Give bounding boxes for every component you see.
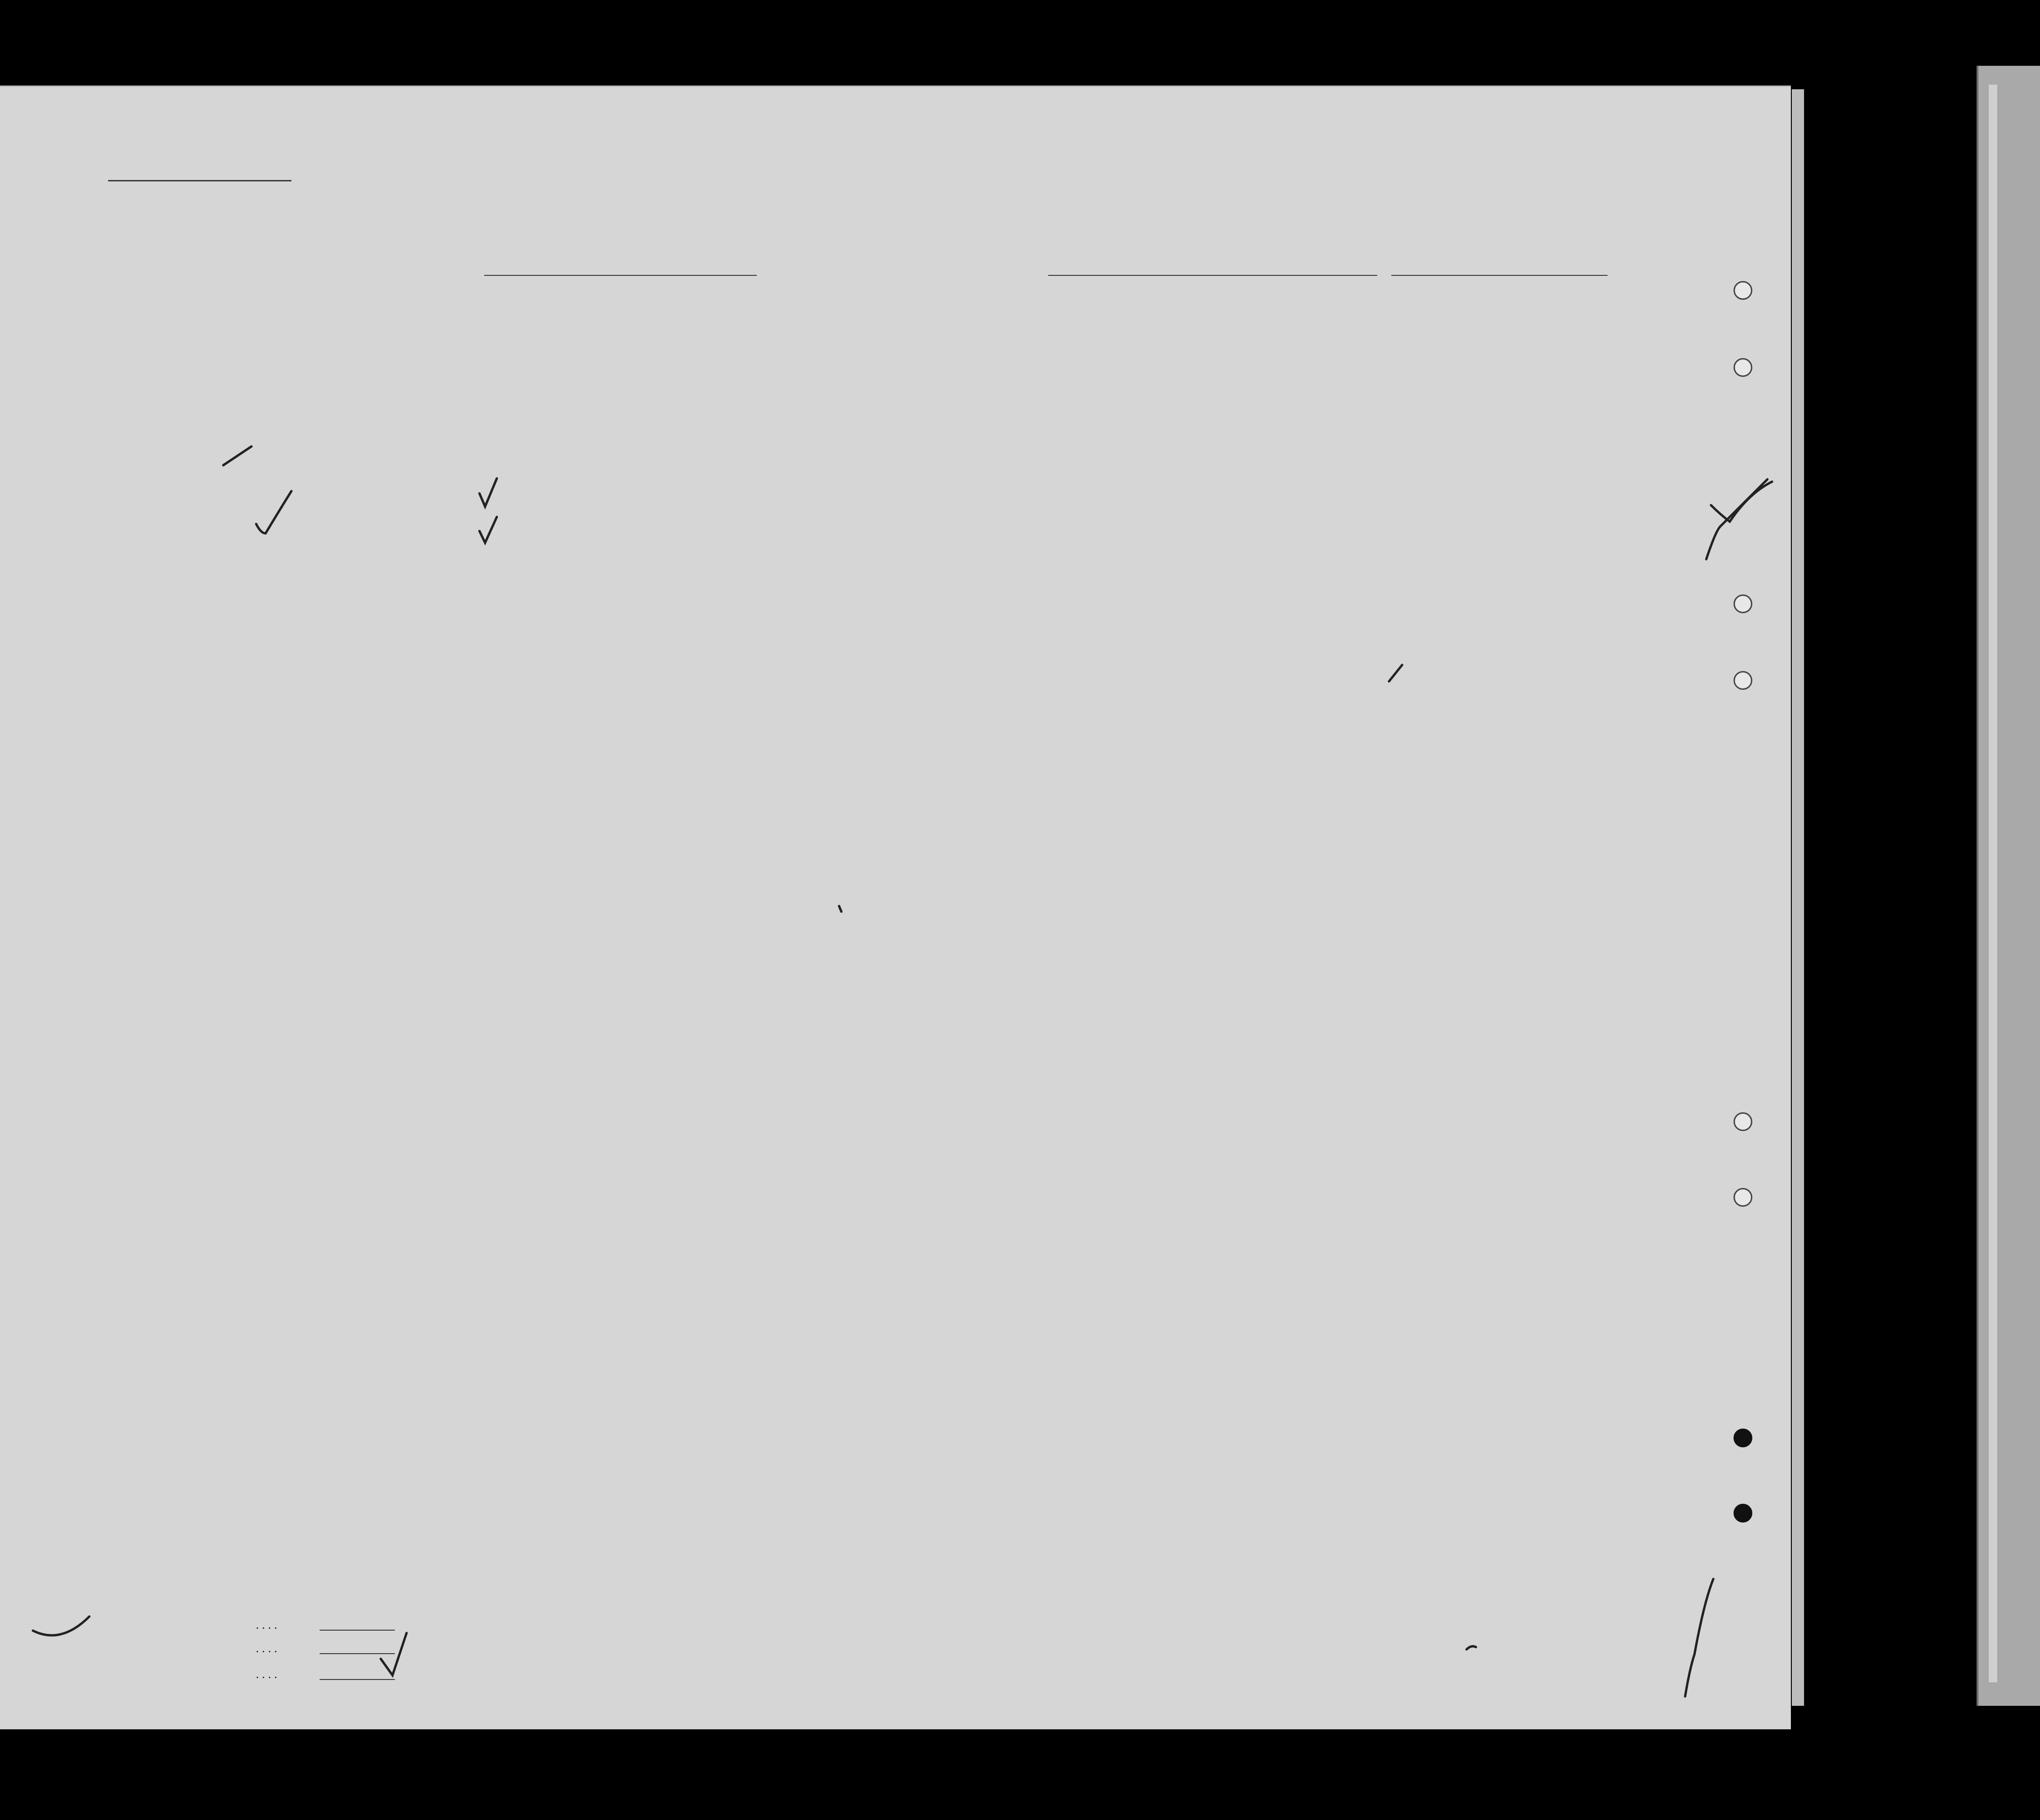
- total-line: [320, 1630, 395, 1631]
- dots: ....: [256, 1645, 281, 1654]
- punch-hole: [1734, 1429, 1752, 1447]
- check-mark: [479, 517, 497, 543]
- check-mark: [1711, 482, 1772, 522]
- punch-hole: [1734, 358, 1752, 377]
- punch-hole: [1734, 671, 1752, 690]
- check-mark: [479, 478, 497, 507]
- check-mark: [256, 491, 291, 533]
- check-mark: [223, 446, 251, 465]
- punch-hole: [1734, 1504, 1752, 1523]
- punch-hole: [1734, 1188, 1752, 1207]
- check-mark: [1467, 1646, 1476, 1649]
- citizens-line: [320, 1653, 395, 1654]
- check-mark: [1685, 1579, 1713, 1696]
- punch-hole: [1734, 594, 1752, 613]
- punch-hole: [1734, 281, 1752, 300]
- check-mark: [1389, 665, 1402, 681]
- check-mark: [33, 1617, 89, 1635]
- check-mark: [381, 1633, 407, 1675]
- punch-hole: [1734, 1112, 1752, 1131]
- dots: ....: [256, 1671, 281, 1680]
- dots: ....: [256, 1621, 281, 1631]
- aliens-line: [320, 1679, 395, 1680]
- check-mark: [839, 906, 841, 912]
